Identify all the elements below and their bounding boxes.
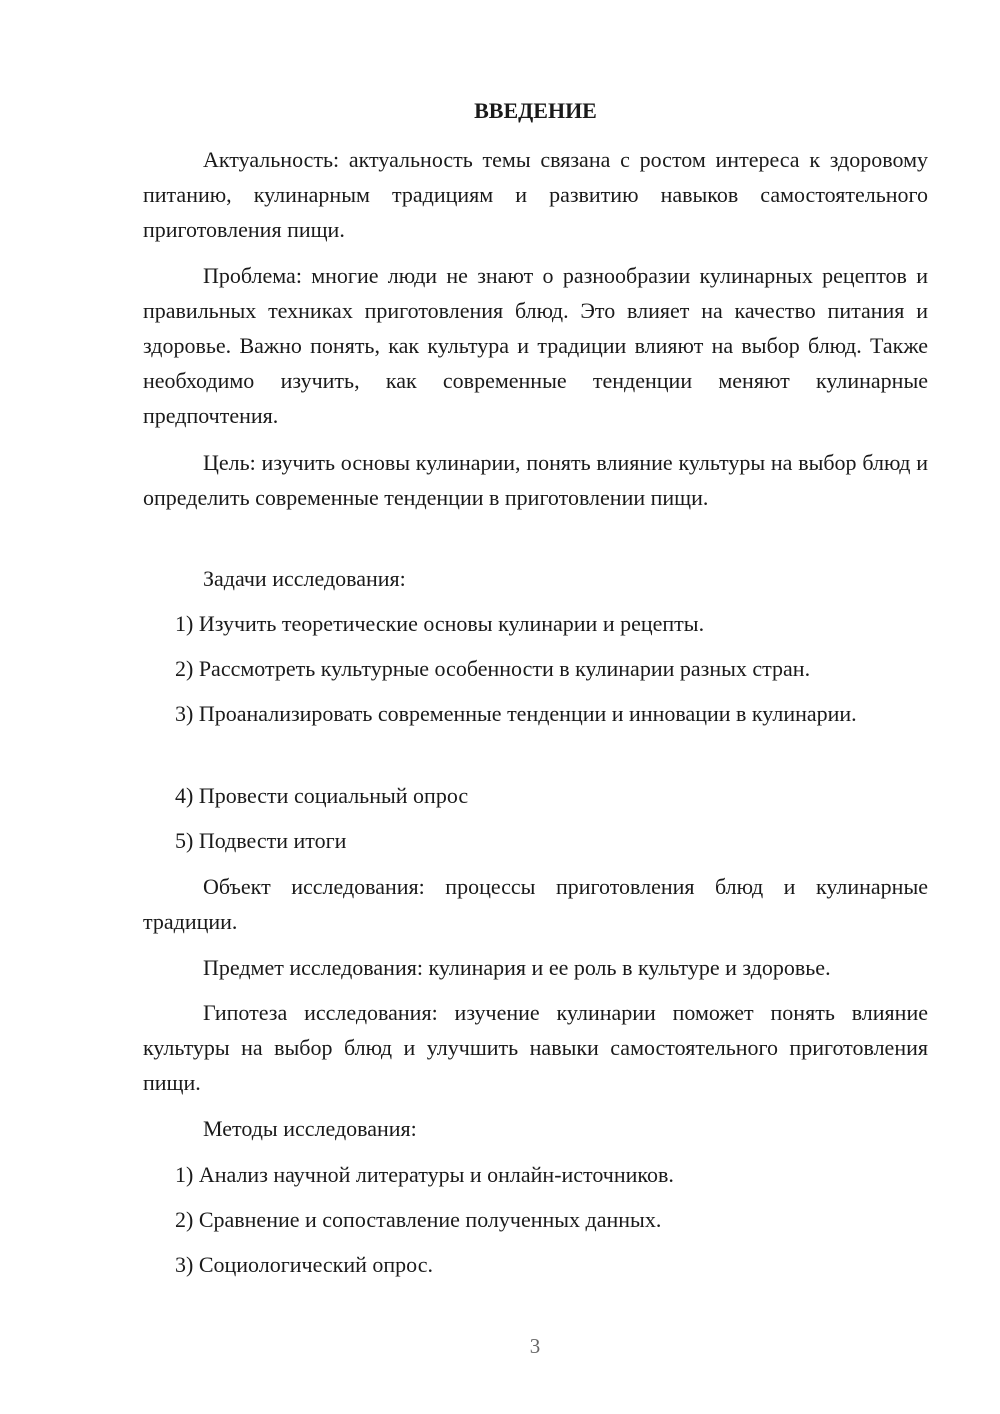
hypothesis-paragraph: Гипотеза исследования: изучение кулинарии поможет понять влияние культуры на выбор блюд и улучшить навыки самостоятельного приготовления пищи. xyxy=(143,1000,928,1095)
task-item-4: 4) Провести социальный опрос xyxy=(175,783,469,808)
task-item-2: 2) Рассмотреть культурные особенности в кулинарии разных стран. xyxy=(175,656,811,681)
task-item-1: 1) Изучить теоретические основы кулинарии и рецепты. xyxy=(175,611,705,636)
method-item-1: 1) Анализ научной литературы и онлайн-источников. xyxy=(175,1162,674,1187)
goal-paragraph: Цель: изучить основы кулинарии, понять влияние культуры на выбор блюд и определить современные тенденции в приготовлении пищи. xyxy=(143,450,928,510)
page-title: ВВЕДЕНИЕ xyxy=(474,98,597,123)
object-paragraph: Объект исследования: процессы приготовления блюд и кулинарные традиции. xyxy=(143,874,928,934)
task-item-3: 3) Проанализировать современные тенденции и инновации в кулинарии. xyxy=(175,701,857,726)
relevance-paragraph: Актуальность: актуальность темы связана с ростом интереса к здоровому питанию, кулинарным традициям и развитию навыков самостоятельного приготовления пищи. xyxy=(143,147,928,242)
method-item-2: 2) Сравнение и сопоставление полученных данных. xyxy=(175,1207,662,1232)
tasks-heading: Задачи исследования: xyxy=(203,566,406,591)
task-item-5: 5) Подвести итоги xyxy=(175,828,347,853)
problem-paragraph: Проблема: многие люди не знают о разнообразии кулинарных рецептов и правильных техниках приготовления блюд. Это влияет на качество питания и здоровье. Важно понять, как культура и традиции влияют на выбор блюд. Также необходимо изучить, как современные тенденции меняют кулинарные предпочтения. xyxy=(143,263,928,428)
methods-heading: Методы исследования: xyxy=(203,1116,417,1141)
method-item-3: 3) Социологический опрос. xyxy=(175,1252,433,1277)
subject-paragraph: Предмет исследования: кулинария и ее роль в культуре и здоровье. xyxy=(203,955,831,980)
page-number: 3 xyxy=(529,1334,541,1358)
